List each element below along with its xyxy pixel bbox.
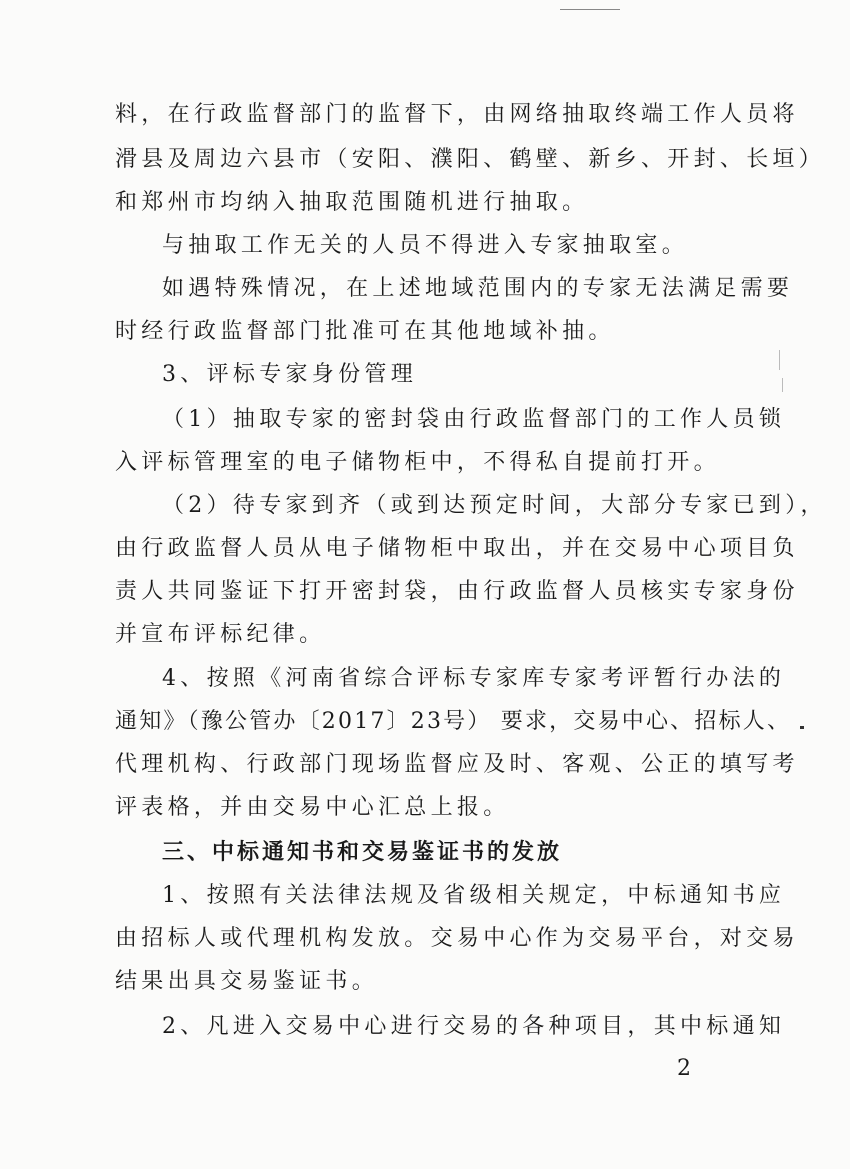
text-line: 4、按照《河南省综合评标专家库专家考评暂行办法的 (162, 666, 786, 691)
text-line: 结果出具交易鉴证书。 (115, 969, 379, 994)
text-line: 2、凡进入交易中心进行交易的各种项目，其中标通知 (162, 1014, 786, 1039)
text-line: 代理机构、行政部门现场监督应及时、客观、公正的填写考 (115, 752, 799, 777)
text-line: （1）抽取专家的密封袋由行政监督部门的工作人员锁 (162, 407, 786, 432)
scan-artifact (782, 378, 783, 392)
text-line: 与抽取工作无关的人员不得进入专家抽取室。 (162, 233, 689, 258)
section-subheading: 3、评标专家身份管理 (162, 362, 417, 387)
text-line: 料，在行政监督部门的监督下，由网络抽取终端工作人员将 (115, 102, 799, 127)
text-line: 入评标管理室的电子储物柜中，不得私自提前打开。 (115, 450, 720, 475)
page-number: 2 (677, 1056, 691, 1081)
text-line: 通知》（豫公管办〔2017〕23号） 要求，交易中心、招标人、 (115, 709, 792, 734)
scan-artifact (560, 9, 620, 10)
scan-artifact (779, 350, 780, 370)
text-line: 如遇特殊情况，在上述地域范围内的专家无法满足需要 (162, 276, 794, 301)
text-line: 责人共同鉴证下打开密封袋，由行政监督人员核实专家身份 (115, 579, 799, 604)
text-line: 和郑州市均纳入抽取范围随机进行抽取。 (115, 190, 589, 215)
section-heading: 三、中标通知书和交易鉴证书的发放 (162, 840, 563, 865)
text-line: 由招标人或代理机构发放。交易中心作为交易平台，对交易 (115, 926, 799, 951)
text-line: 1、按照有关法律法规及省级相关规定，中标通知书应 (162, 883, 786, 908)
text-line: （2）待专家到齐（或到达预定时间，大部分专家已到）， (162, 493, 827, 518)
text-line: 由行政监督人员从电子储物柜中取出，并在交易中心项目负 (115, 536, 799, 561)
scan-artifact (800, 726, 804, 729)
text-line: 并宣布评标纪律。 (115, 622, 326, 647)
text-line: 评表格，并由交易中心汇总上报。 (115, 795, 510, 820)
text-line: 时经行政监督部门批准可在其他地域补抽。 (115, 319, 615, 344)
text-line: 滑县及周边六县市（安阳、濮阳、鹤壁、新乡、开封、长垣） (115, 147, 826, 172)
